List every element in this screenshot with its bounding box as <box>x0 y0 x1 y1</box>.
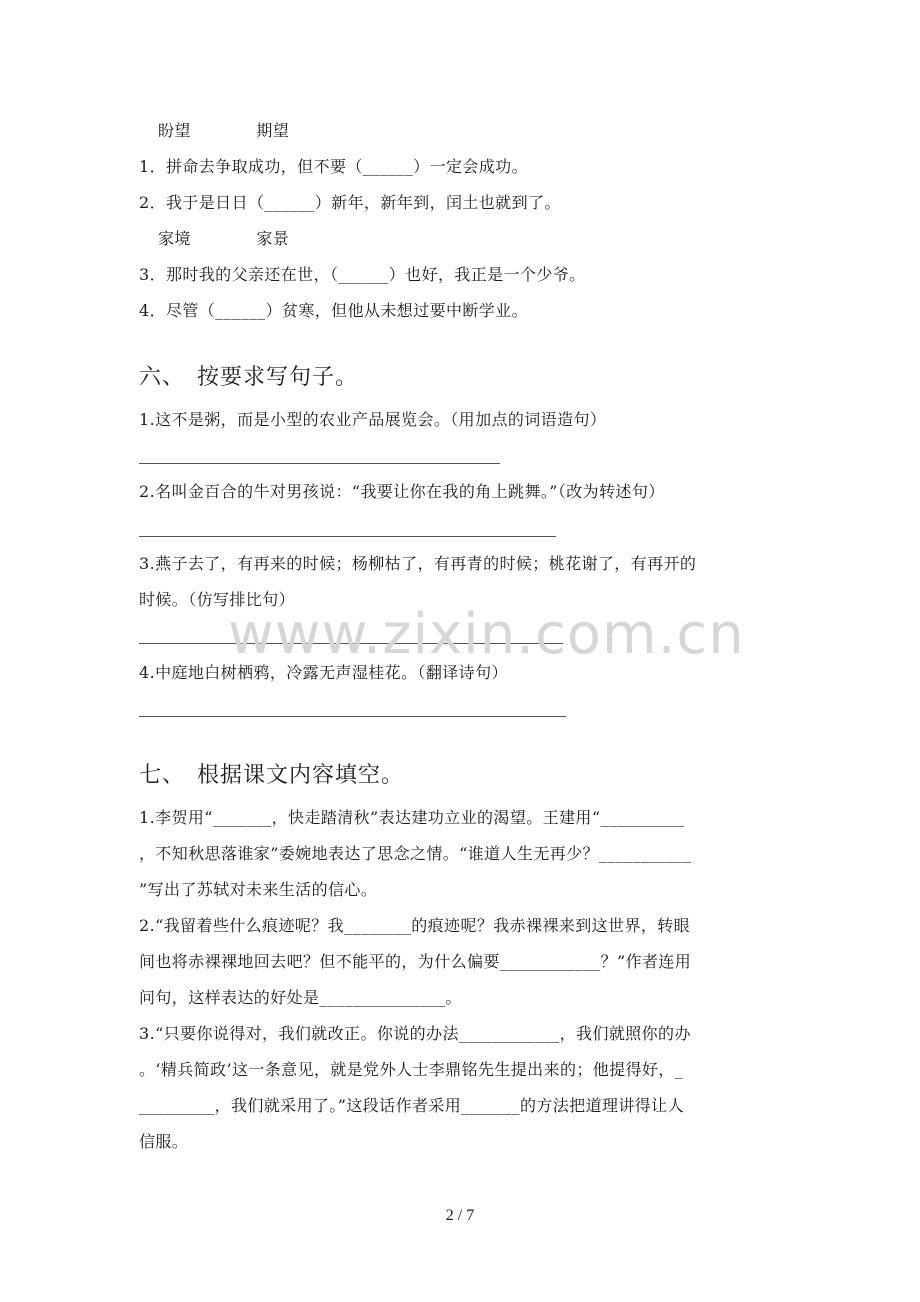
s6-item-1: 1.这不是粥，而是小型的农业产品展览会。（用加点的词语造句） <box>139 410 607 429</box>
section-6-title: 六、 按要求写句子。 <box>139 365 359 390</box>
s6-item-3-line-2: 时候。（仿写排比句） <box>139 590 296 609</box>
s7-line-8: 。‘精兵简政’这一条意见，就是党外人士李鼎铭先生提出来的；他提得好，_ <box>139 1060 684 1079</box>
s6-item-2: 2.名叫金百合的牛对男孩说：“我要让你在我的角上跳舞。”（改为转述句） <box>139 482 665 501</box>
s6-item-4: 4.中庭地白树栖鸦，冷露无声湿桂花。（翻译诗句） <box>139 663 508 682</box>
s7-line-1: 1.李贺用“_______，快走踏清秋”表达建功立业的渴望。王建用“__________ <box>139 808 685 827</box>
s7-line-10: 信服。 <box>139 1132 189 1151</box>
question-2: 2．我于是日日（______）新年，新年到，闰土也就到了。 <box>139 193 561 212</box>
word-pair-1: 盼望 期望 <box>158 121 290 140</box>
answer-line-2 <box>139 536 556 537</box>
question-4: 4．尽管（______）贫寒，但他从未想过要中断学业。 <box>139 301 528 320</box>
answer-line-4 <box>139 716 566 717</box>
s7-line-4: 2.“我留着些什么痕迹呢？我________的痕迹呢？我赤裸裸来到这世界，转眼 <box>139 916 691 935</box>
s7-line-7: 3.“只要你说得对，我们就改正。你说的办法____________，我们就照你的办 <box>139 1024 691 1043</box>
answer-line-1 <box>139 463 500 464</box>
s6-item-3-line-1: 3.燕子去了，有再来的时候；杨柳枯了，有再青的时候；桃花谢了，有再开的 <box>139 554 697 573</box>
watermark: www.zixin.com.cn <box>228 602 745 667</box>
question-1: 1．拼命去争取成功，但不要（______）一定会成功。 <box>139 157 528 176</box>
section-7-title: 七、 根据课文内容填空。 <box>139 763 405 788</box>
s7-line-5: 间也将赤裸裸地回去吧？但不能平的，为什么偏要____________？”作者连用 <box>139 952 692 971</box>
s7-line-3: ”写出了苏轼对未来生活的信心。 <box>139 880 378 899</box>
s7-line-9: _________，我们就采用了。”这段话作者采用_______的方法把道理讲得让人 <box>139 1096 684 1115</box>
word-pair-2: 家境 家景 <box>158 229 290 248</box>
s7-line-2: ，不知秋思落谁家”委婉地表达了思念之情。“谁道人生无再少？___________ <box>139 844 692 863</box>
page-number: 2 / 7 <box>445 1207 475 1224</box>
question-3: 3．那时我的父亲还在世，（______）也好，我正是一个少爷。 <box>139 265 586 284</box>
s7-line-6: 问句，这样表达的好处是_______________。 <box>139 988 462 1007</box>
